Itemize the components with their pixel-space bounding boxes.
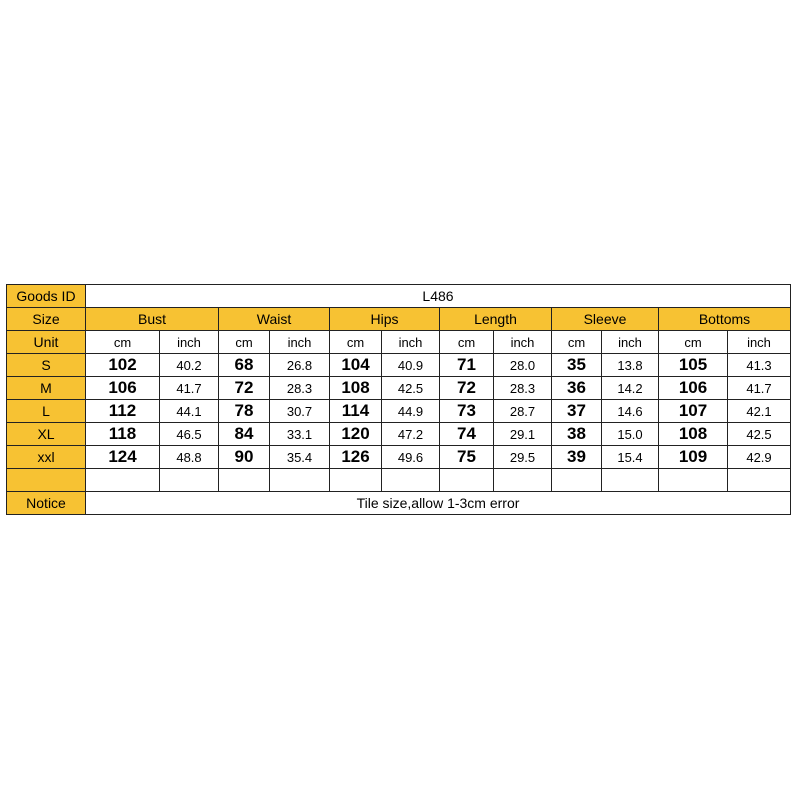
- inch-value: 47.2: [382, 423, 440, 446]
- goods-id-value: L486: [86, 285, 791, 308]
- unit-inch: inch: [728, 331, 791, 354]
- inch-value: 28.3: [270, 377, 330, 400]
- inch-value: 29.5: [494, 446, 552, 469]
- cm-value: 120: [330, 423, 382, 446]
- notice-text: Tile size,allow 1-3cm error: [86, 492, 791, 515]
- inch-value: 28.7: [494, 400, 552, 423]
- unit-row: [7, 331, 791, 354]
- inch-value: 29.1: [494, 423, 552, 446]
- header-hips: Hips: [330, 308, 440, 331]
- table-row: [7, 446, 791, 469]
- unit-cm: cm: [86, 331, 160, 354]
- inch-value: 15.4: [602, 446, 659, 469]
- inch-value: 15.0: [602, 423, 659, 446]
- size-cell: M: [7, 377, 86, 400]
- size-chart-container: [6, 284, 791, 515]
- cm-value: 112: [86, 400, 160, 423]
- unit-inch: inch: [270, 331, 330, 354]
- header-sleeve: Sleeve: [552, 308, 659, 331]
- inch-value: 49.6: [382, 446, 440, 469]
- cm-value: 126: [330, 446, 382, 469]
- inch-value: 35.4: [270, 446, 330, 469]
- inch-value: 14.6: [602, 400, 659, 423]
- inch-value: 40.9: [382, 354, 440, 377]
- cm-value: 38: [552, 423, 602, 446]
- cm-value: 114: [330, 400, 382, 423]
- cm-value: 35: [552, 354, 602, 377]
- cm-value: 108: [659, 423, 728, 446]
- goods-id-label: Goods ID: [7, 285, 86, 308]
- empty-cell: [219, 469, 270, 492]
- unit-inch: inch: [160, 331, 219, 354]
- size-cell: S: [7, 354, 86, 377]
- size-header-row: [7, 308, 791, 331]
- inch-value: 42.9: [728, 446, 791, 469]
- cm-value: 72: [440, 377, 494, 400]
- empty-cell: [382, 469, 440, 492]
- empty-cell: [330, 469, 382, 492]
- notice-row: [7, 492, 791, 515]
- inch-value: 42.1: [728, 400, 791, 423]
- table-row: [7, 377, 791, 400]
- empty-cell: [86, 469, 160, 492]
- cm-value: 37: [552, 400, 602, 423]
- cm-value: 124: [86, 446, 160, 469]
- inch-value: 42.5: [728, 423, 791, 446]
- unit-cm: cm: [330, 331, 382, 354]
- size-cell: L: [7, 400, 86, 423]
- cm-value: 104: [330, 354, 382, 377]
- cm-value: 68: [219, 354, 270, 377]
- inch-value: 41.7: [728, 377, 791, 400]
- unit-label: Unit: [7, 331, 86, 354]
- cm-value: 109: [659, 446, 728, 469]
- inch-value: 26.8: [270, 354, 330, 377]
- cm-value: 107: [659, 400, 728, 423]
- cm-value: 90: [219, 446, 270, 469]
- cm-value: 74: [440, 423, 494, 446]
- cm-value: 106: [86, 377, 160, 400]
- inch-value: 30.7: [270, 400, 330, 423]
- empty-row: [7, 469, 791, 492]
- header-length: Length: [440, 308, 552, 331]
- inch-value: 41.3: [728, 354, 791, 377]
- empty-cell: [552, 469, 602, 492]
- empty-cell: [160, 469, 219, 492]
- inch-value: 33.1: [270, 423, 330, 446]
- notice-label: Notice: [7, 492, 86, 515]
- unit-inch: inch: [602, 331, 659, 354]
- inch-value: 44.9: [382, 400, 440, 423]
- cm-value: 106: [659, 377, 728, 400]
- size-cell: xxl: [7, 446, 86, 469]
- cm-value: 105: [659, 354, 728, 377]
- cm-value: 84: [219, 423, 270, 446]
- header-bust: Bust: [86, 308, 219, 331]
- inch-value: 28.3: [494, 377, 552, 400]
- unit-cm: cm: [552, 331, 602, 354]
- table-row: [7, 354, 791, 377]
- inch-value: 46.5: [160, 423, 219, 446]
- empty-cell: [494, 469, 552, 492]
- inch-value: 14.2: [602, 377, 659, 400]
- cm-value: 108: [330, 377, 382, 400]
- cm-value: 118: [86, 423, 160, 446]
- size-label: Size: [7, 308, 86, 331]
- inch-value: 40.2: [160, 354, 219, 377]
- size-chart-table: [6, 284, 791, 515]
- unit-inch: inch: [382, 331, 440, 354]
- header-waist: Waist: [219, 308, 330, 331]
- inch-value: 44.1: [160, 400, 219, 423]
- cm-value: 78: [219, 400, 270, 423]
- inch-value: 41.7: [160, 377, 219, 400]
- inch-value: 48.8: [160, 446, 219, 469]
- unit-inch: inch: [494, 331, 552, 354]
- table-row: [7, 423, 791, 446]
- inch-value: 28.0: [494, 354, 552, 377]
- empty-label-cell: [7, 469, 86, 492]
- cm-value: 73: [440, 400, 494, 423]
- cm-value: 75: [440, 446, 494, 469]
- inch-value: 13.8: [602, 354, 659, 377]
- empty-cell: [602, 469, 659, 492]
- header-bottoms: Bottoms: [659, 308, 791, 331]
- goods-id-row: [7, 285, 791, 308]
- empty-cell: [728, 469, 791, 492]
- unit-cm: cm: [219, 331, 270, 354]
- empty-cell: [440, 469, 494, 492]
- cm-value: 39: [552, 446, 602, 469]
- cm-value: 71: [440, 354, 494, 377]
- cm-value: 72: [219, 377, 270, 400]
- inch-value: 42.5: [382, 377, 440, 400]
- empty-cell: [659, 469, 728, 492]
- cm-value: 36: [552, 377, 602, 400]
- size-cell: XL: [7, 423, 86, 446]
- unit-cm: cm: [659, 331, 728, 354]
- cm-value: 102: [86, 354, 160, 377]
- empty-cell: [270, 469, 330, 492]
- unit-cm: cm: [440, 331, 494, 354]
- table-row: [7, 400, 791, 423]
